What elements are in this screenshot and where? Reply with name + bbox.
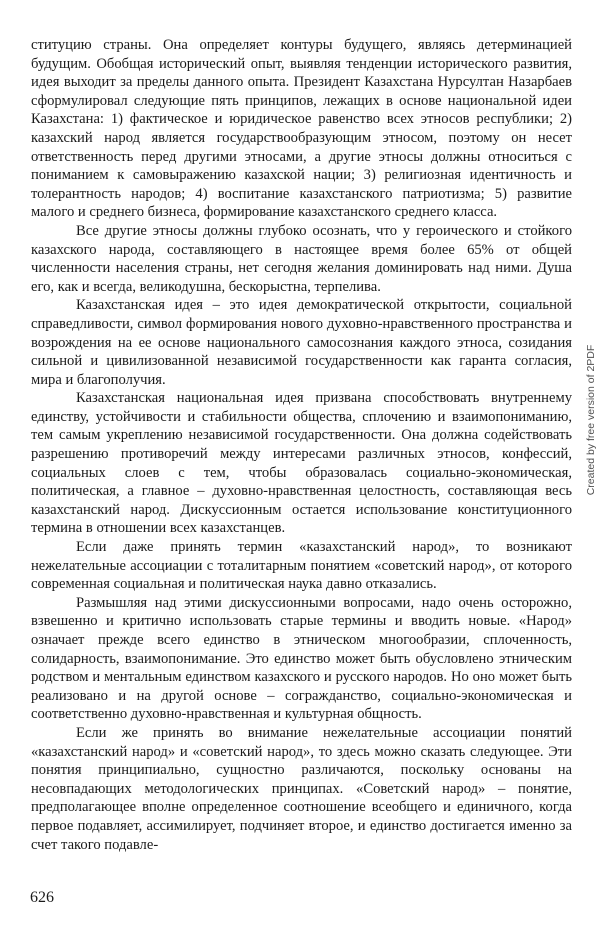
watermark-text: Created by free version of 2PDF — [585, 344, 597, 496]
paragraph-2: Все другие этносы должны глубоко осознать, что у героического и стойкого казахского народа, составляющего в настоящее время более 65% от общей численности населения страны, нет сегодня желания доминировать над ними. Душа его, как и всегда, великодушна, бескорыстна, терпелива. — [31, 222, 572, 295]
paragraph-3: Казахстанская идея – это идея демократической открытости, социальной справедливости, символ формирования нового духовно-нравственного пространства и возрождения на ее основе национального самосознания каждого этноса, созидания сильной и цивилизованной независимой государственности как гаранта согласия, мира и благополучия. — [31, 297, 572, 388]
page-number: 626 — [30, 889, 54, 906]
paragraph-5: Если даже принять термин «казахстанский народ», то возникают нежелательные ассоциации с тоталитарным понятием «советский народ», от которого современная социальная и политическая наука давно отказались. — [31, 539, 572, 593]
page-body — [31, 36, 572, 854]
paragraph-7: Если же принять во внимание нежелательные ассоциации понятий «казахстанский народ» и «советский народ», то здесь можно сказать следующее. Эти понятия принципиально, сущностно различаются, поскольку основаны на несовпадающих методологических принципах. «Советский народ» – понятие, предполагающее вполне определенное соотношение всеобщего и единичного, когда первое подавляет, ассимилирует, подчиняет второе, и единство достигается именно за счет такого подавле- — [31, 724, 572, 853]
paragraph-1: ституцию страны. Она определяет контуры будущего, являясь детерминацией будущим. Обобщая исторический опыт, выявляя тенденции исторического развития, идея выходит за пределы данного опыта. Президент Казахстана Нурсултан Назарбаев сформулировал следующие пять принципов, лежащих в основе национальной идеи Казахстана: 1) фактическое и юридическое равенство всех этносов республики; 2) казахский народ является государствообразующим этносом, поэтому он несет ответственность перед другими этносами, а другие этносы должны относиться с пониманием к самовыражению казахской нации; 3) религиозная идентичность и толерантность народов; 4) воспитание казахстанского патриотизма; 5) развитие малого и среднего бизнеса, формирование казахстанского среднего класса. — [31, 37, 572, 221]
paragraph-4: Казахстанская национальная идея призвана способствовать внутреннему единству, устойчивости и стабильности общества, сплочению и взаимопониманию, тем самым укреплению независимой государственности. Она должна содействовать разрешению противоречий между интересами различных этносов, конфессий, социальных слоев с тем, чтобы образовалась социально-экономическая, политическая, а главное – духовно-нравственная целостность, составляющая весь казахстанский народ. Дискуссионным остается использование конституционного термина в отношении всех казахстанцев. — [31, 390, 572, 537]
paragraph-6: Размышляя над этими дискуссионными вопросами, надо очень осторожно, взвешенно и критично использовать старые термины и вводить новые. «Народ» означает прежде всего единство в этническом многообразии, сплоченность, солидарность, взаимопонимание. Это единство может быть обусловлено этническим родством и ментальным единством казахского и русского народов. Но оно может быть реализовано и на другой основе – согражданство, социально-экономическая и соответственно духовно-нравственная и культурная общность. — [31, 594, 572, 723]
